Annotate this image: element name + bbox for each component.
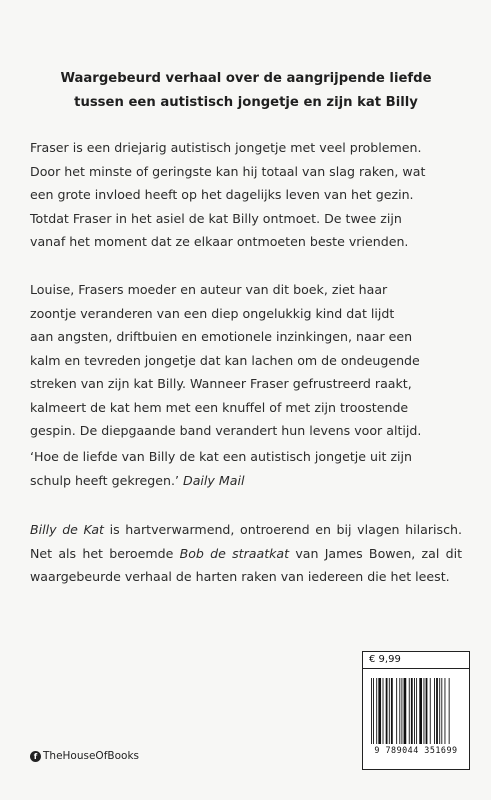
text-line: kalm en tevreden jongetje dat kan lachen om de ondeugende [30,352,420,368]
text-line: Fraser is een driejarig autistisch jongetje met veel problemen. [30,140,422,155]
reference-book-title: Bob de straatkat [179,545,290,561]
barcode-box [362,651,470,770]
text-line: Door het minste of geringste kan hij totaal van slag raken, wat [30,163,426,179]
facebook-icon: f [30,751,41,762]
text-line: Louise, Frasers moeder en auteur van dit boek, ziet haar [30,282,388,297]
quote-text: schulp heeft gekregen.’ [30,472,183,488]
text-line: kalmeert de kat hem met een knuffel of met zijn troostende [30,399,409,415]
paragraph-mother [30,278,462,443]
text-line: vanaf het moment dat ze elkaar ontmoeten beste vrienden. [30,234,409,249]
quote-source: Daily Mail [183,472,245,488]
publisher-footer [30,750,139,762]
price-label: € 9,99 [363,652,469,669]
publisher-handle: TheHouseOfBooks [43,750,139,762]
paragraph-intro [30,136,462,254]
text-line: een grote invloed heeft op het dagelijks leven van het gezin. [30,187,414,202]
tagline [30,67,462,115]
book-title: Billy de Kat [30,522,104,537]
quote-line-2 [30,469,462,493]
tagline-line-1: Waargebeurd verhaal over de aangrijpende liefde [60,71,432,86]
isbn-number: 9 789044 351699 [374,745,458,755]
tagline-line-2: tussen een autistisch jongetje en zijn kat Billy [74,95,418,110]
text-line: Totdat Fraser in het asiel de kat Billy ontmoet. De twee zijn [30,210,402,226]
press-quote [30,445,462,492]
barcode-icon [370,678,462,744]
quote-line-1: ‘Hoe de liefde van Billy de kat een autistisch jongetje uit zijn [30,449,413,464]
review-text-2: van James Bowen, zal dit waargebeurde verhaal de harten raken van iedereen die het leest. [30,545,463,584]
review-text-1: is hartverwarmend, ontroerend en bij vlagen hilarisch. Net als het beroemde [30,522,462,561]
paragraph-review [30,518,462,589]
text-line: gespin. De diepgaande band verandert hun levens voor altijd. [30,423,422,438]
text-line: streken van zijn kat Billy. Wanneer Fraser gefrustreerd raakt, [30,376,412,391]
text-line: aan angsten, driftbuien en emotionele inzinkingen, naar een [30,329,413,344]
text-line: zoontje veranderen van een diep ongelukkig kind dat lijdt [30,305,395,321]
